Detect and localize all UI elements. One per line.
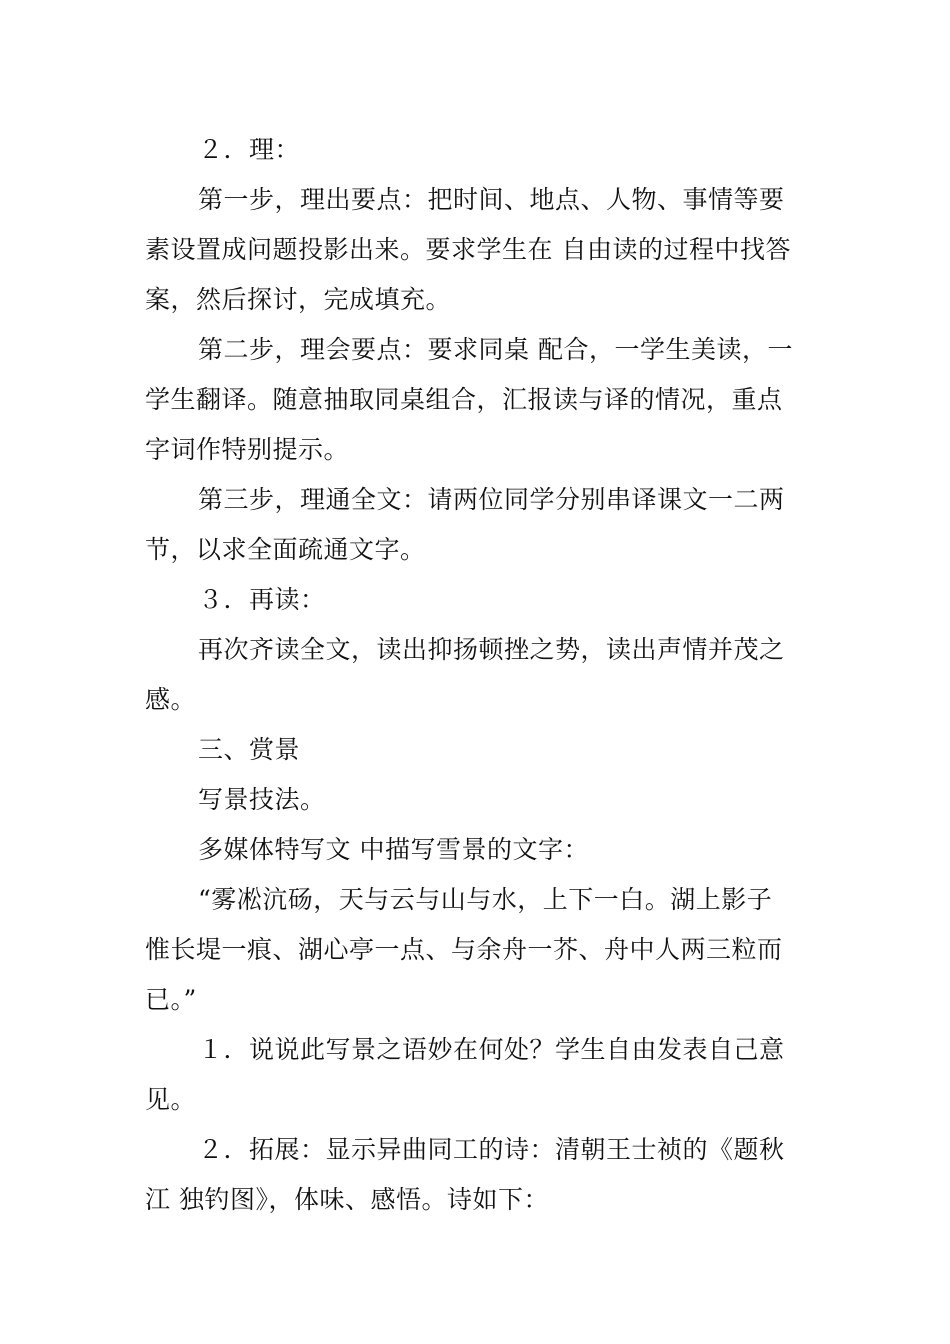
item-3-heading: ３．再读： [198,585,326,614]
paragraph-step1-line2: 素设置成问题投影出来。要求学生在 自由读的过程中找答 [145,235,791,264]
item-2-heading: ２．理： [198,135,301,164]
paragraph-step3-line1: 第三步，理通全文：请两位同学分别串译课文一二两 [198,485,785,514]
paragraph-technique: 写景技法。 [198,785,326,814]
paragraph-reread-line2: 感。 [145,685,197,714]
quote-line1: “雾凇沆砀，天与云与山与水，上下一白。湖上影子 [198,885,773,914]
section-heading-shangjing: 三、赏景 [198,735,301,764]
paragraph-step1-line1: 第一步，理出要点：把时间、地点、人物、事情等要 [198,185,785,214]
quote-line3: 已。” [145,985,197,1014]
paragraph-step2-line1: 第二步，理会要点：要求同桌 配合，一学生美读，一 [198,335,793,364]
item-2-extension-line1: ２．拓展：显示异曲同工的诗：清朝王士祯的《题秋 [198,1135,785,1164]
paragraph-step3-line2: 节，以求全面疏通文字。 [145,535,426,564]
paragraph-step2-line2: 学生翻译。随意抽取同桌组合，汇报读与译的情况，重点 [145,385,783,414]
paragraph-step1-line3: 案，然后探讨，完成填充。 [145,285,452,314]
quote-line2: 惟长堤一痕、湖心亭一点、与余舟一芥、舟中人两三粒而 [145,935,783,964]
item-2-extension-line2: 江 独钓图》，体味、感悟。诗如下： [145,1185,549,1214]
item-1-line1: １．说说此写景之语妙在何处？学生自由发表自己意 [198,1035,785,1064]
item-1-line2: 见。 [145,1085,197,1114]
paragraph-multimedia: 多媒体特写文 中描写雪景的文字： [198,835,589,864]
paragraph-reread-line1: 再次齐读全文，读出抑扬顿挫之势，读出声情并茂之 [198,635,785,664]
paragraph-step2-line3: 字词作特别提示。 [145,435,350,464]
